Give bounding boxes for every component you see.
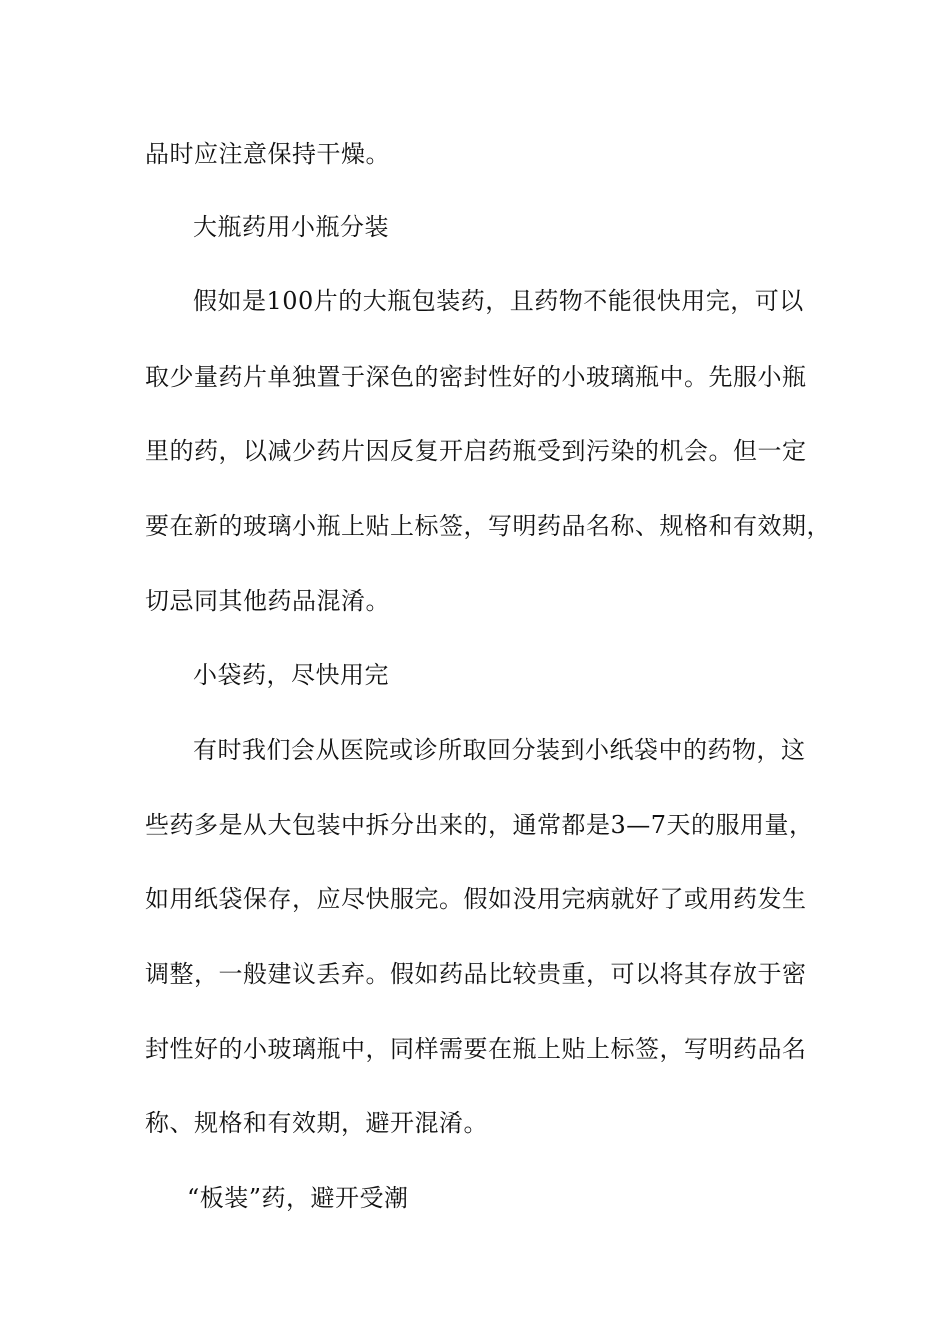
paragraph-line: 称、规格和有效期，避开混淆。 xyxy=(145,1109,488,1137)
paragraph-line: 如用纸袋保存，应尽快服完。假如没用完病就好了或用药发生 xyxy=(145,885,807,913)
paragraph-line: 封性好的小玻璃瓶中，同样需要在瓶上贴上标签，写明药品名 xyxy=(145,1035,807,1063)
paragraph-line: 些药多是从大包装中拆分出来的，通常都是3—7天的服用量， xyxy=(145,811,814,839)
section-heading: “板装”药，避开受潮 xyxy=(187,1184,409,1212)
paragraph-line: 取少量药片单独置于深色的密封性好的小玻璃瓶中。先服小瓶 xyxy=(145,363,807,391)
paragraph-line: 里的药，以减少药片因反复开启药瓶受到污染的机会。但一定 xyxy=(145,437,807,465)
paragraph-line: 品时应注意保持干燥。 xyxy=(145,140,390,168)
paragraph-line: 要在新的玻璃小瓶上贴上标签，写明药品名称、规格和有效期， xyxy=(145,512,831,540)
paragraph-line: 假如是100片的大瓶包装药，且药物不能很快用完，可以 xyxy=(193,287,804,315)
section-heading: 大瓶药用小瓶分装 xyxy=(193,213,389,241)
section-heading: 小袋药，尽快用完 xyxy=(193,661,389,689)
paragraph-line: 有时我们会从医院或诊所取回分装到小纸袋中的药物，这 xyxy=(193,736,806,764)
paragraph-line: 切忌同其他药品混淆。 xyxy=(145,587,390,615)
paragraph-line: 调整，一般建议丢弃。假如药品比较贵重，可以将其存放于密 xyxy=(145,960,807,988)
